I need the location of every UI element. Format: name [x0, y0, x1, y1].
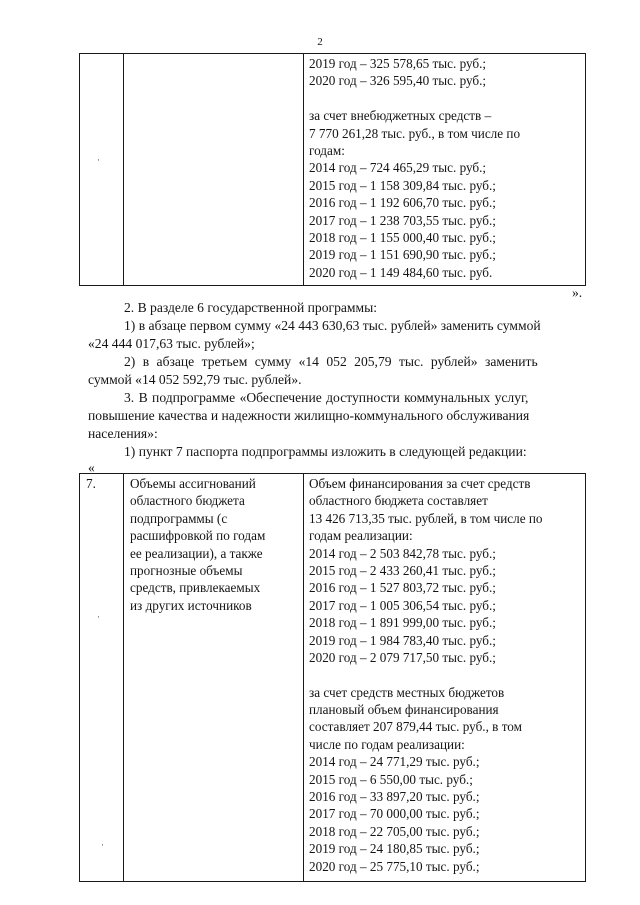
table2-value-line: областного бюджета составляет [309, 493, 488, 509]
table1-number-cell [80, 54, 124, 286]
table1-value-line: 2017 год – 1 238 703,55 тыс. руб.; [309, 212, 496, 228]
paragraph-subprogram-line1: 3. В подпрограмме «Обеспечение доступности коммунальных услуг, [124, 390, 529, 405]
table1-value-line [309, 90, 585, 107]
subprogram-passport-table [79, 473, 586, 882]
closing-quote: ». [572, 285, 583, 300]
table2-value-line: 2015 год – 6 550,00 тыс. руб.; [309, 771, 473, 787]
table2-value-line: 2014 год – 24 771,29 тыс. руб.; [309, 754, 480, 770]
paragraph-item1-line1: 1) в абзаце первом сумму «24 443 630,63 тыс. рублей» заменить суммой [124, 318, 541, 333]
table1-value-line: 2018 год – 1 155 000,40 тыс. руб.; [309, 229, 496, 245]
table1-value-line: 2019 год – 1 151 690,90 тыс. руб.; [309, 247, 496, 263]
table2-label-line: средств, привлекаемых [130, 580, 261, 596]
table1-value-line: 2020 год – 326 595,40 тыс. руб.; [309, 73, 487, 89]
table2-label-line: ее реализации), а также [130, 545, 263, 561]
table2-value-lines [304, 474, 585, 875]
table2-label-line: областного бюджета [130, 493, 245, 509]
table2-value-line: 2020 год – 25 775,10 тыс. руб.; [309, 858, 480, 874]
table2-value-cell [304, 474, 586, 882]
table2-value-line: составляет 207 879,44 тыс. руб., в том [309, 719, 522, 735]
paragraph-item1-line2: «24 444 017,63 тыс. рублей»; [88, 336, 255, 351]
opening-quote: « [88, 460, 95, 475]
table2-value-line: 2016 год – 1 527 803,72 тыс. руб.; [309, 580, 496, 596]
table1-value-line: 2019 год – 325 578,65 тыс. руб.; [309, 56, 487, 71]
table2-value-line: 2020 год – 2 079 717,50 тыс. руб.; [309, 649, 496, 665]
table2-value-line: 2018 год – 1 891 999,00 тыс. руб.; [309, 615, 496, 631]
table1-value-cell [304, 54, 586, 286]
table2-value-line [309, 666, 585, 683]
table1-value-lines [304, 54, 585, 281]
scan-speck: · [101, 840, 104, 850]
table2-value-line: 2017 год – 70 000,00 тыс. руб.; [309, 806, 480, 822]
table2-label-line: подпрограммы (с [130, 510, 228, 526]
table2-label-line: прогнозные объемы [130, 562, 243, 578]
table2-value-line: 2014 год – 2 503 842,78 тыс. руб.; [309, 545, 496, 561]
table1-value-line: 7 770 261,28 тыс. руб., в том числе по [309, 125, 521, 141]
table1-value-line: 2015 год – 1 158 309,84 тыс. руб.; [309, 177, 496, 193]
table2-value-line: плановый объем финансирования [309, 702, 499, 718]
table1-value-line: годам: [309, 142, 345, 158]
table1-value-line: 2016 год – 1 192 606,70 тыс. руб.; [309, 195, 496, 211]
table2-value-line: годам реализации: [309, 528, 413, 544]
table2-value-line: 2019 год – 24 180,85 тыс. руб.; [309, 841, 480, 857]
table1-value-line: 2014 год – 724 465,29 тыс. руб.; [309, 160, 487, 176]
table2-value-line: 2018 год – 22 705,00 тыс. руб.; [309, 823, 480, 839]
paragraph-section6: 2. В разделе 6 государственной программы: [124, 300, 378, 315]
scan-speck: · [97, 612, 100, 622]
table2-label-line: Объемы ассигнований [130, 476, 256, 491]
paragraph-subprogram-line2: повышение качества и надежности жилищно-коммунального обслуживания [88, 408, 530, 423]
financing-table-continued [79, 53, 586, 286]
table2-value-line: 2017 год – 1 005 306,54 тыс. руб.; [309, 597, 496, 613]
table1-value-line: за счет внебюджетных средств – [309, 108, 492, 124]
table2-label-cell [124, 474, 304, 882]
paragraph-item2-line2: суммой «14 052 592,79 тыс. рублей». [88, 372, 302, 387]
table2-label-line: из других источников [130, 597, 252, 613]
table2-value-line: 2015 год – 2 433 260,41 тыс. руб.; [309, 562, 496, 578]
table2-value-line: за счет средств местных бюджетов [309, 684, 505, 700]
table1-value-line: 2020 год – 1 149 484,60 тыс. руб. [309, 264, 493, 280]
table2-number-cell [80, 474, 124, 882]
table2-value-line: Объем финансирования за счет средств [309, 476, 531, 491]
paragraph-passport-item7: 1) пункт 7 паспорта подпрограммы изложить в следующей редакции: [124, 444, 527, 459]
paragraph-item2-line1: 2) в абзаце третьем сумму «14 052 205,79 тыс. рублей» заменить [124, 354, 538, 369]
table2-value-line: 13 426 713,35 тыс. рублей, в том числе по [309, 510, 543, 526]
table2-value-line: 2016 год – 33 897,20 тыс. руб.; [309, 789, 480, 805]
table2-value-line: числе по годам реализации: [309, 736, 465, 752]
scan-speck: · [97, 155, 100, 165]
page-number: 2 [317, 36, 323, 48]
table2-item-number: 7. [86, 476, 96, 491]
table1-label-cell [124, 54, 304, 286]
paragraph-subprogram-line3: населения»: [88, 426, 158, 441]
table2-label-line: расшифровкой по годам [130, 528, 266, 544]
table2-value-line: 2019 год – 1 984 783,40 тыс. руб.; [309, 632, 496, 648]
table2-label-lines [124, 474, 303, 614]
